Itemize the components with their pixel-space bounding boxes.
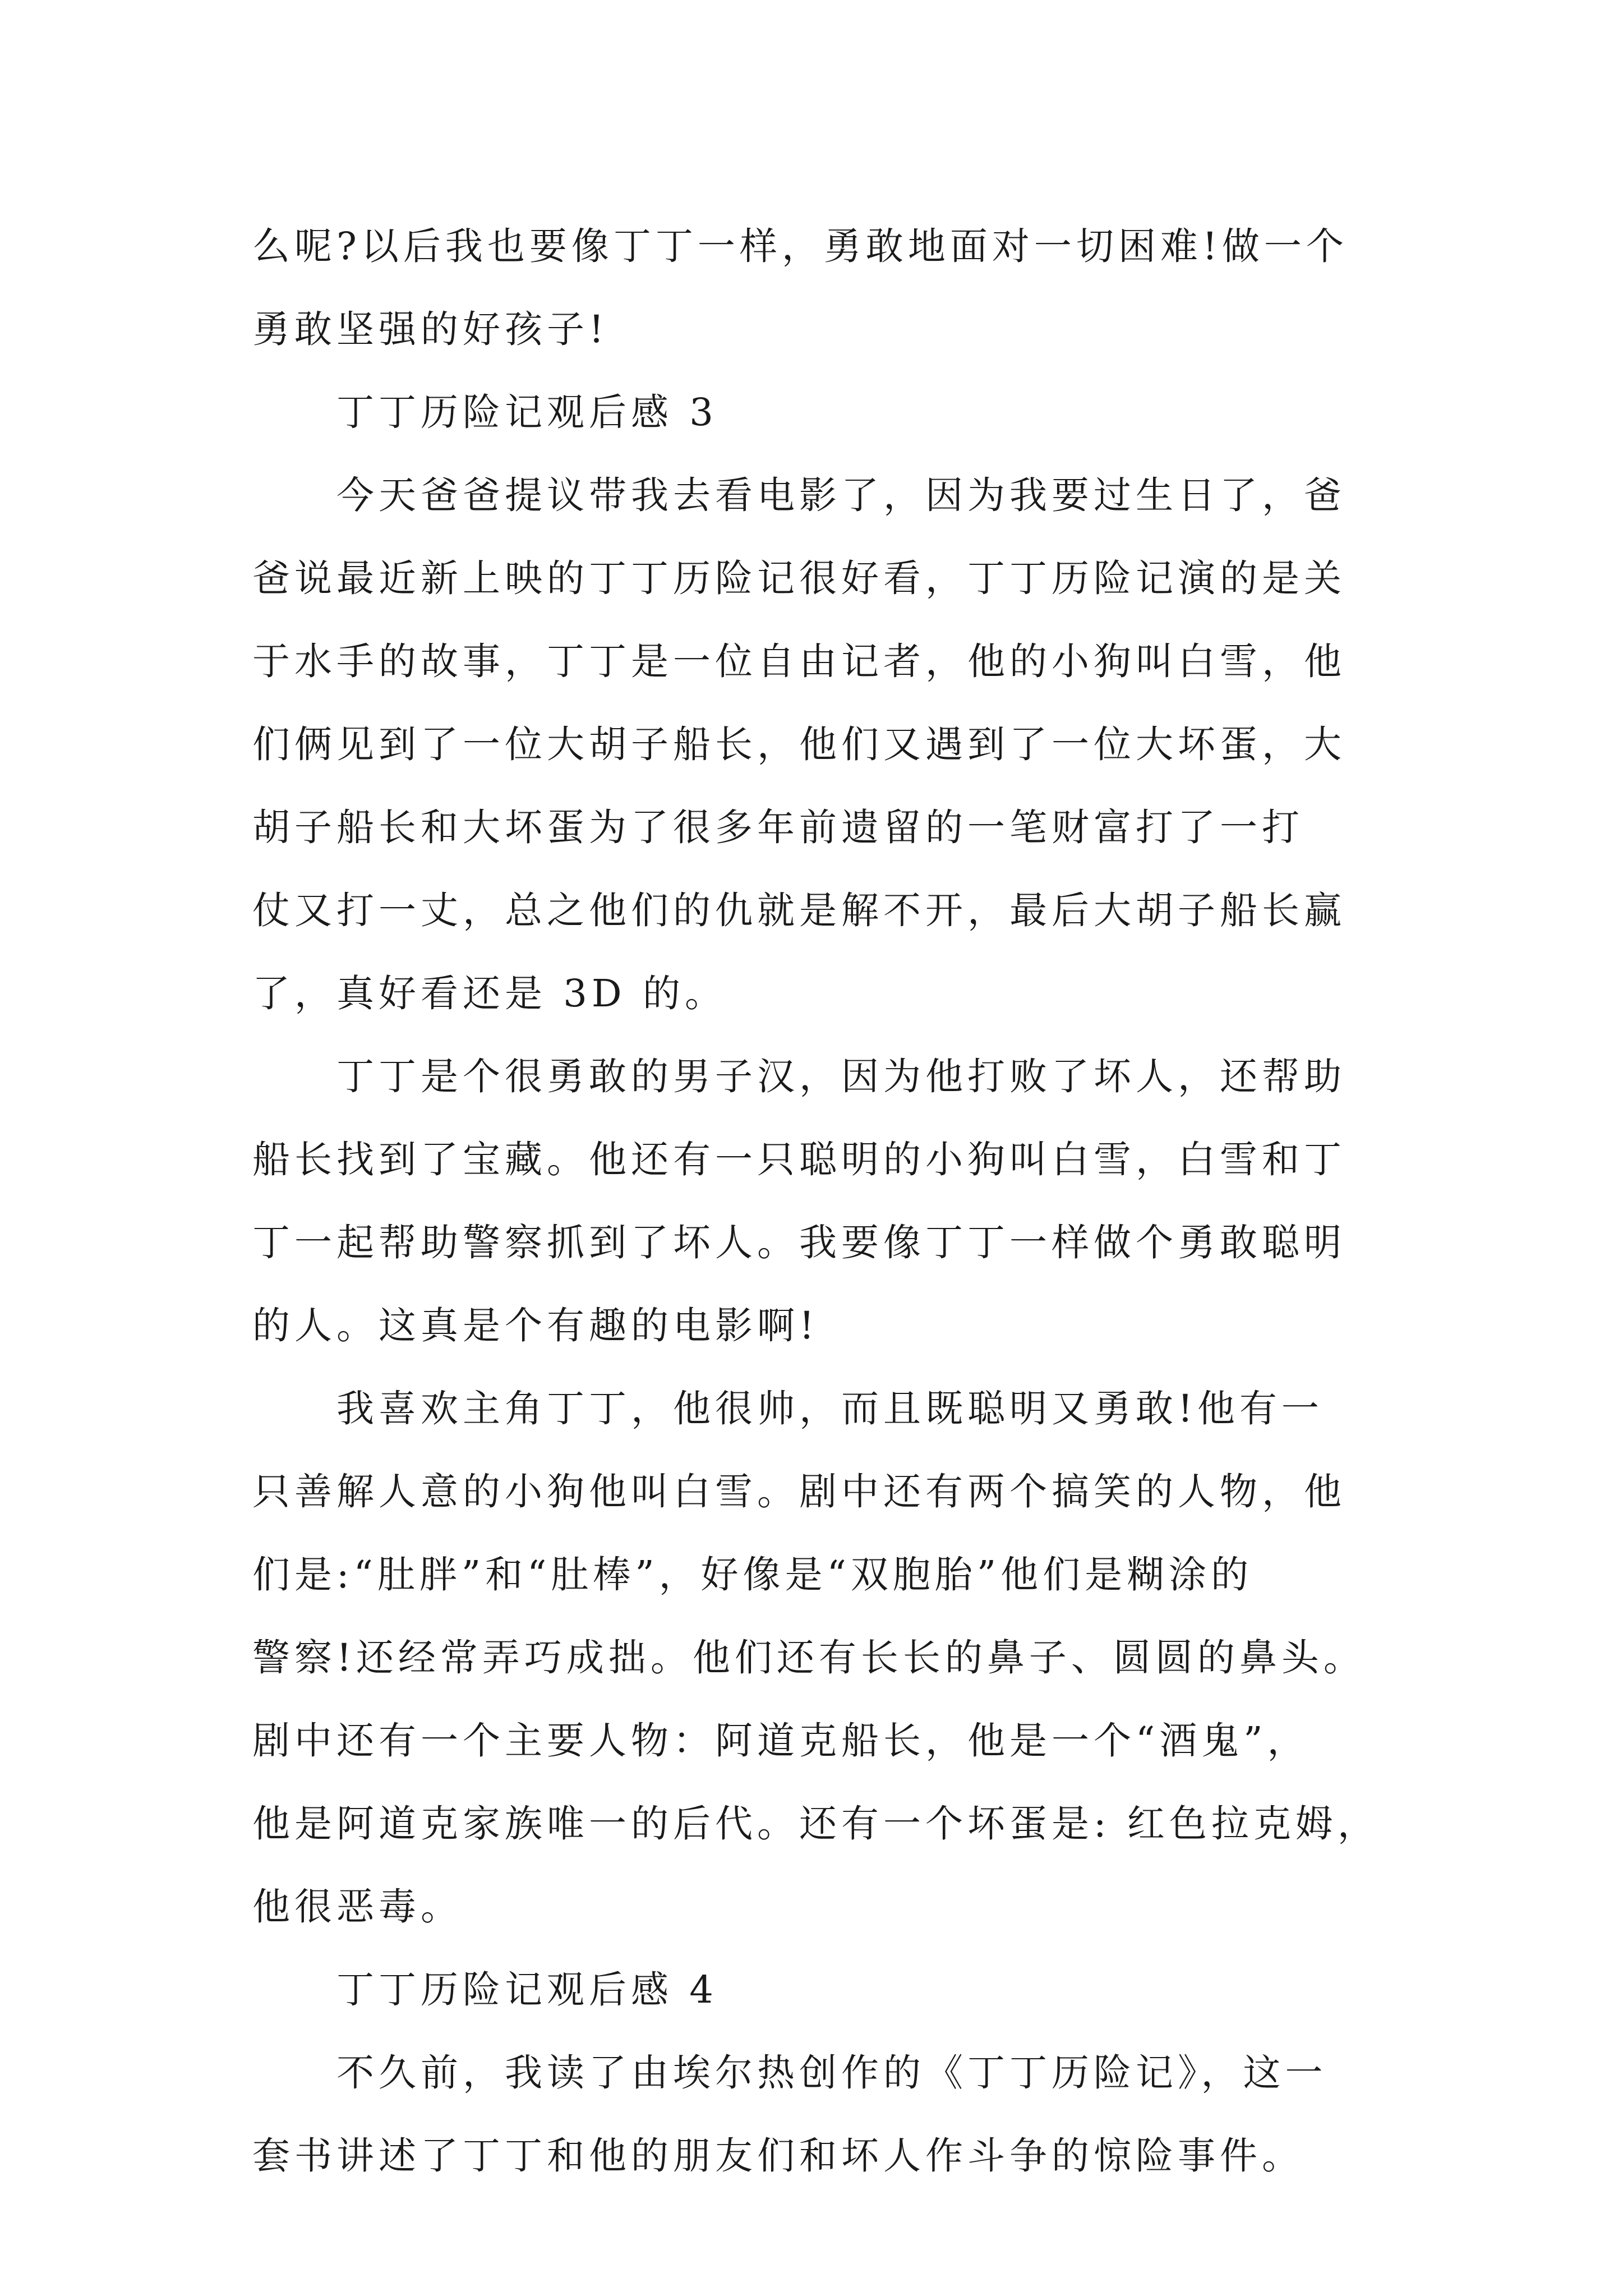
paragraph-start-line: 不久前，我读了由埃尔热创作的《丁丁历险记》，这一 — [336, 2051, 1327, 2095]
paragraph-start-line: 今天爸爸提议带我去看电影了，因为我要过生日了，爸 — [336, 473, 1346, 517]
paragraph-start-line: 丁丁是个很勇敢的男子汉，因为他打败了坏人，还帮助 — [336, 1055, 1346, 1098]
text-line: 只善解人意的小狗他叫白雪。剧中还有两个搞笑的人物，他 — [252, 1470, 1346, 1513]
text-line: 的人。这真是个有趣的电影啊! — [252, 1304, 819, 1347]
text-line: 们俩见到了一位大胡子船长，他们又遇到了一位大坏蛋，大 — [252, 723, 1346, 766]
text-line: 警察!还经常弄巧成拙。他们还有长长的鼻子、圆圆的鼻头。 — [252, 1636, 1366, 1680]
text-line: 仗又打一丈，总之他们的仇就是解不开，最后大胡子船长赢 — [252, 889, 1346, 932]
text-line: 剧中还有一个主要人物：阿道克船长，他是一个“酒鬼”， — [252, 1719, 1310, 1763]
text-line: 胡子船长和大坏蛋为了很多年前遗留的一笔财富打了一打 — [252, 806, 1304, 849]
text-line: 丁一起帮助警察抓到了坏人。我要像丁丁一样做个勇敢聪明 — [252, 1221, 1346, 1264]
text-line: 他很恶毒。 — [252, 1885, 463, 1929]
text-line: 勇敢坚强的好孩子! — [252, 307, 608, 351]
section-heading: 丁丁历险记观后感 4 — [336, 1968, 718, 2012]
text-line: 套书讲述了丁丁和他的朋友们和坏人作斗争的惊险事件。 — [252, 2134, 1304, 2178]
text-line: 船长找到了宝藏。他还有一只聪明的小狗叫白雪，白雪和丁 — [252, 1138, 1346, 1181]
text-line: 他是阿道克家族唯一的后代。还有一个坏蛋是: 红色拉克姆， — [252, 1802, 1380, 1846]
text-line: 们是:“肚胖”和“肚棒”，好像是“双胞胎”他们是糊涂的 — [252, 1553, 1253, 1596]
text-line: 爸说最近新上映的丁丁历险记很好看，丁丁历险记演的是关 — [252, 556, 1346, 600]
text-line: 了，真好看还是 3D 的。 — [252, 972, 727, 1015]
text-line: 么呢?以后我也要像丁丁一样，勇敢地面对一切困难!做一个 — [252, 224, 1348, 268]
text-line: 于水手的故事，丁丁是一位自由记者，他的小狗叫白雪，他 — [252, 639, 1346, 683]
document-body — [252, 205, 1380, 2197]
section-heading: 丁丁历险记观后感 3 — [336, 390, 718, 434]
paragraph-start-line: 我喜欢主角丁丁，他很帅，而且既聪明又勇敢!他有一 — [336, 1387, 1324, 1430]
